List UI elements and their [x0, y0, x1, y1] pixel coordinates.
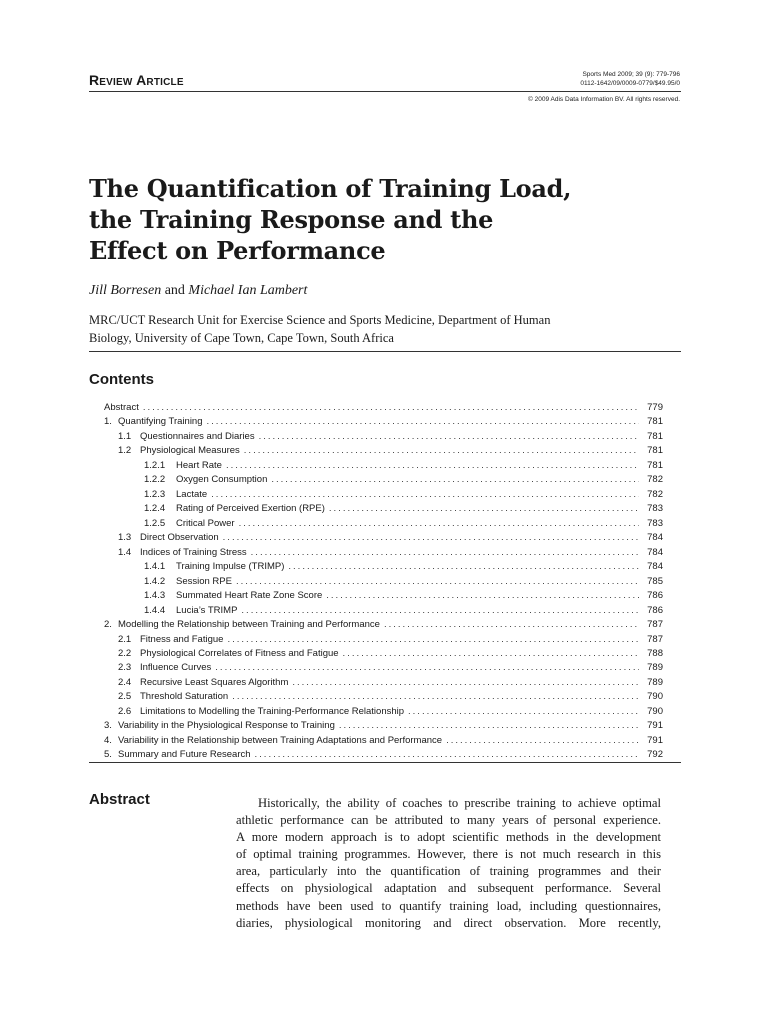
title-line: The Quantification of Training Load, — [89, 174, 572, 203]
toc-entry-title: Rating of Perceived Exertion (RPE) — [176, 503, 325, 515]
abstract-heading: Abstract — [89, 791, 150, 808]
toc-entry-title: Quantifying Training — [118, 416, 203, 428]
affiliation-line: Biology, University of Cape Town, Cape Town, South Africa — [89, 331, 394, 345]
toc-entry[interactable] — [104, 734, 663, 748]
toc-leader-dots — [255, 748, 639, 762]
toc-entry-title: Lucia’s TRIMP — [176, 604, 238, 616]
toc-entry-number: 5. — [104, 749, 112, 761]
title-line: the Training Response and the — [89, 205, 494, 234]
author-conjunction: and — [164, 283, 185, 298]
toc-entry-number: 3. — [104, 720, 112, 732]
toc-entry-title: Critical Power — [176, 517, 235, 529]
toc-entry-page: 790 — [647, 705, 663, 717]
toc-entry-page: 788 — [647, 647, 663, 659]
author-name: Michael Ian Lambert — [188, 283, 308, 298]
abstract-body — [236, 795, 661, 932]
toc-entry[interactable] — [104, 517, 663, 531]
toc-entry-title: Summary and Future Research — [118, 749, 251, 761]
toc-entry-title: Abstract — [104, 402, 139, 413]
toc-entry-number: 1.4 — [118, 546, 132, 558]
toc-entry-number: 1.4.4 — [144, 604, 166, 616]
toc-entry-page: 787 — [647, 633, 663, 645]
toc-entry[interactable] — [104, 748, 663, 762]
toc-entry-page: 782 — [647, 488, 663, 500]
abstract-line: area, particularly into the quantification of training programmes and their — [236, 864, 661, 879]
toc-entry-number: 1.4.1 — [144, 561, 166, 573]
toc-entry-title: Training Impulse (TRIMP) — [176, 561, 285, 573]
toc-entry-number: 2.5 — [118, 691, 132, 703]
toc-entry-page: 783 — [647, 517, 663, 529]
toc-leader-dots — [408, 705, 639, 719]
toc-entry-number: 1.2.4 — [144, 503, 166, 515]
toc-entry-page: 781 — [647, 445, 663, 457]
toc-entry-title: Lactate — [176, 488, 208, 500]
toc-entry-page: 782 — [647, 474, 663, 486]
toc-entry-number: 1.2.5 — [144, 517, 166, 529]
toc-entry[interactable] — [104, 473, 663, 487]
toc-entry-number: 1.4.2 — [144, 575, 166, 587]
toc-leader-dots — [211, 488, 639, 502]
toc-entry-page: 792 — [647, 749, 663, 761]
abstract-line: athletic performance can be attributed to many years of personal experience. — [236, 813, 661, 828]
toc-entry-number: 1.2.2 — [144, 474, 166, 486]
abstract-line: A more modern approach is to adopt scientific methods in the development — [236, 830, 661, 845]
toc-entry[interactable] — [104, 560, 663, 574]
toc-entry-page: 784 — [647, 561, 663, 573]
toc-entry-page: 789 — [647, 676, 663, 688]
toc-entry-page: 779 — [647, 402, 663, 413]
toc-entry-title: Threshold Saturation — [140, 691, 229, 703]
toc-entry-title: Indices of Training Stress — [140, 546, 247, 558]
toc-leader-dots — [329, 502, 639, 516]
title-line: Effect on Performance — [89, 236, 386, 265]
citation-info — [580, 70, 680, 88]
toc-leader-dots — [232, 690, 639, 704]
article-title — [89, 173, 689, 266]
author-list — [89, 283, 307, 299]
toc-entry-page: 781 — [647, 430, 663, 442]
toc-leader-dots — [446, 734, 639, 748]
toc-entry[interactable] — [104, 647, 663, 661]
toc-entry-title: Oxygen Consumption — [176, 474, 268, 486]
toc-entry-number: 1.2.1 — [144, 459, 166, 471]
toc-entry-title: Variability in the Relationship between Training Adaptations and Performance — [118, 734, 443, 746]
toc-entry[interactable] — [104, 459, 663, 473]
toc-entry[interactable] — [104, 531, 663, 545]
header-rule — [89, 91, 681, 92]
toc-entry-page: 784 — [647, 532, 663, 544]
toc-entry-page: 784 — [647, 546, 663, 558]
toc-entry-page: 781 — [647, 416, 663, 428]
toc-entry-title: Questionnaires and Diaries — [140, 430, 255, 442]
toc-entry[interactable] — [104, 575, 663, 589]
toc-entry[interactable] — [104, 661, 663, 675]
toc-entry-page: 790 — [647, 691, 663, 703]
toc-entry[interactable] — [104, 488, 663, 502]
copyright-notice: © 2009 Adis Data Information BV. All rights reserved. — [528, 96, 680, 103]
toc-entry-number: 1. — [104, 416, 112, 428]
toc-entry[interactable] — [104, 546, 663, 560]
section-rule — [89, 351, 681, 352]
toc-leader-dots — [215, 661, 639, 675]
abstract-line: effects on physiological adaptation and subsequent performance. Several — [236, 881, 661, 896]
toc-leader-dots — [241, 604, 639, 618]
toc-entry[interactable] — [104, 633, 663, 647]
toc-entry-title: Summated Heart Rate Zone Score — [176, 590, 323, 602]
toc-leader-dots — [143, 401, 639, 415]
toc-entry[interactable] — [104, 676, 663, 690]
toc-entry-title: Variability in the Physiological Response to Training — [118, 720, 335, 732]
toc-entry-number: 1.1 — [118, 430, 132, 442]
toc-leader-dots — [223, 531, 639, 545]
toc-leader-dots — [207, 415, 640, 429]
toc-entry-title: Modelling the Relationship between Training and Performance — [118, 619, 380, 631]
table-of-contents — [104, 401, 663, 763]
toc-entry-number: 1.2 — [118, 445, 132, 457]
toc-entry[interactable] — [104, 604, 663, 618]
section-rule — [89, 762, 681, 763]
affiliation — [89, 311, 649, 347]
citation-line: Sports Med 2009; 39 (9): 779-796 — [582, 71, 680, 78]
abstract-line: of optimal training programmes. However, there is not much research in this — [236, 847, 661, 862]
article-type-label: Review Article — [89, 72, 184, 88]
toc-entry-title: Influence Curves — [140, 662, 212, 674]
toc-leader-dots — [244, 444, 639, 458]
toc-leader-dots — [343, 647, 639, 661]
abstract-line: diaries, physiological monitoring and direct observation. More recently, — [236, 915, 661, 930]
citation-line: 0112-1642/09/0009-0779/$49.95/0 — [580, 80, 680, 87]
toc-entry-page: 791 — [647, 734, 663, 746]
toc-leader-dots — [339, 719, 639, 733]
toc-entry-title: Recursive Least Squares Algorithm — [140, 676, 289, 688]
toc-leader-dots — [226, 459, 639, 473]
toc-entry-number: 1.4.3 — [144, 590, 166, 602]
toc-entry-page: 786 — [647, 604, 663, 616]
toc-entry-number: 1.2.3 — [144, 488, 166, 500]
toc-leader-dots — [251, 546, 639, 560]
affiliation-line: MRC/UCT Research Unit for Exercise Science and Sports Medicine, Department of Human — [89, 313, 551, 327]
toc-entry[interactable] — [104, 690, 663, 704]
toc-entry-title: Fitness and Fatigue — [140, 633, 224, 645]
toc-entry-number: 2.3 — [118, 662, 132, 674]
toc-entry[interactable] — [104, 618, 663, 632]
toc-entry-number: 1.3 — [118, 532, 132, 544]
toc-entry-page: 781 — [647, 459, 663, 471]
toc-entry-number: 2.6 — [118, 705, 132, 717]
toc-entry-title: Session RPE — [176, 575, 232, 587]
toc-entry-page: 783 — [647, 503, 663, 515]
toc-leader-dots — [384, 618, 639, 632]
toc-entry[interactable] — [104, 502, 663, 516]
toc-entry-page: 787 — [647, 619, 663, 631]
toc-leader-dots — [326, 589, 639, 603]
toc-entry[interactable] — [104, 430, 663, 444]
toc-entry-title: Limitations to Modelling the Training-Performance Relationship — [140, 705, 405, 717]
toc-entry-page: 789 — [647, 662, 663, 674]
toc-entry[interactable] — [104, 719, 663, 733]
toc-entry-title: Physiological Measures — [140, 445, 240, 457]
toc-entry-number: 2. — [104, 619, 112, 631]
toc-entry[interactable] — [104, 705, 663, 719]
author-name: Jill Borresen — [89, 283, 162, 298]
toc-entry[interactable] — [104, 415, 663, 429]
toc-entry-page: 785 — [647, 575, 663, 587]
toc-leader-dots — [236, 575, 639, 589]
toc-entry[interactable] — [104, 401, 663, 415]
toc-leader-dots — [259, 430, 639, 444]
toc-entry[interactable] — [104, 589, 663, 603]
toc-entry-title: Direct Observation — [140, 532, 219, 544]
toc-leader-dots — [271, 473, 639, 487]
contents-heading: Contents — [89, 371, 154, 388]
toc-leader-dots — [288, 560, 639, 574]
toc-leader-dots — [292, 676, 639, 690]
toc-leader-dots — [227, 633, 639, 647]
toc-entry-page: 791 — [647, 720, 663, 732]
toc-entry-title: Heart Rate — [176, 459, 222, 471]
toc-entry-page: 786 — [647, 590, 663, 602]
toc-entry-title: Physiological Correlates of Fitness and Fatigue — [140, 647, 339, 659]
toc-entry[interactable] — [104, 444, 663, 458]
abstract-line: Historically, the ability of coaches to prescribe training to achieve optimal — [258, 796, 661, 810]
toc-entry-number: 2.4 — [118, 676, 132, 688]
toc-entry-number: 4. — [104, 734, 112, 746]
abstract-line: methods have been used to quantify training load, including questionnaires, — [236, 898, 661, 913]
toc-leader-dots — [239, 517, 639, 531]
toc-entry-number: 2.2 — [118, 647, 132, 659]
toc-entry-number: 2.1 — [118, 633, 132, 645]
